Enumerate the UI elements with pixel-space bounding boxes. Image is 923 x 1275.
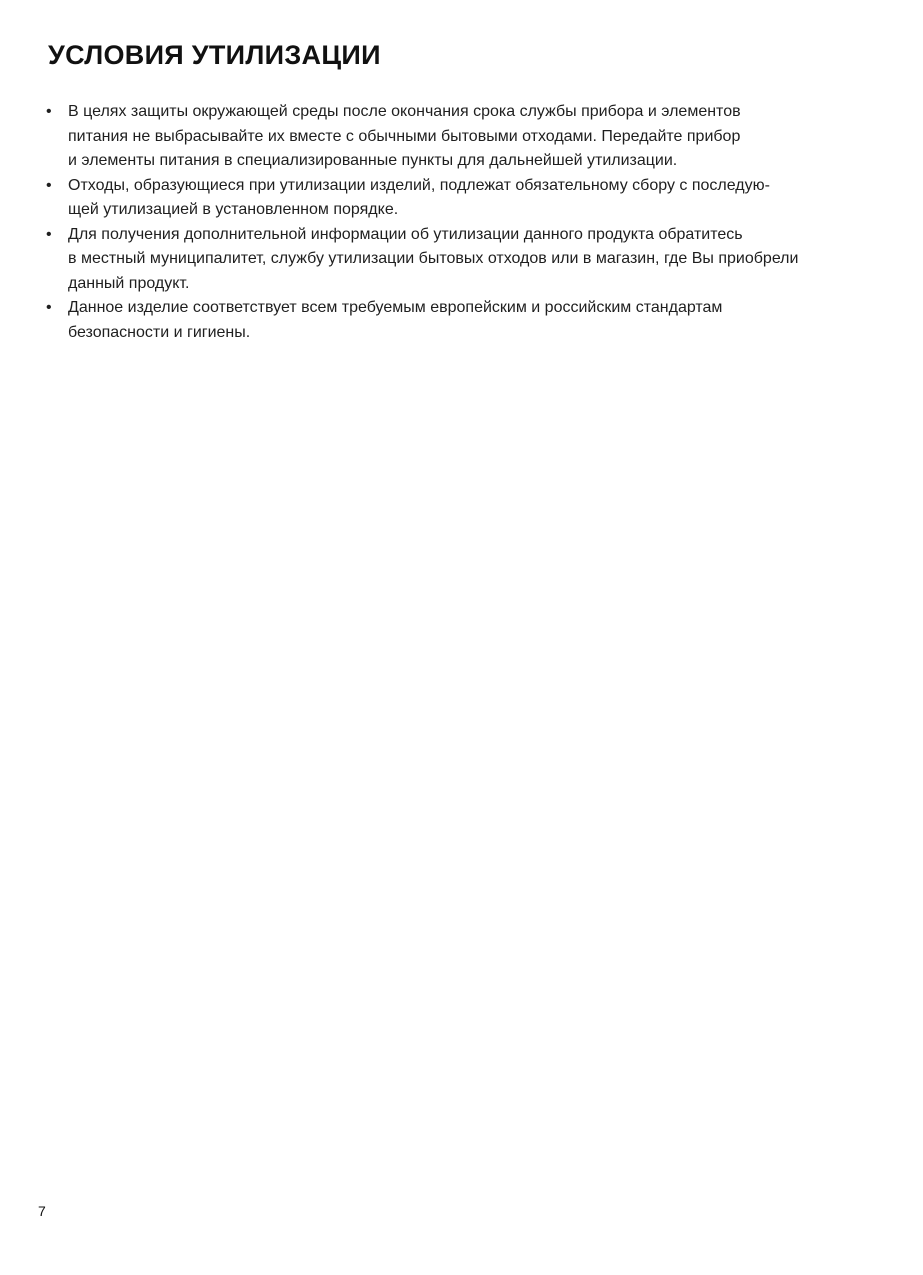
list-item-line: данный продукт.: [68, 274, 190, 292]
list-item-line: Данное изделие соответствует всем требуемым европейским и российским стандартам: [68, 299, 723, 316]
bullet-icon: •: [46, 103, 52, 120]
list-item-line: В целях защиты окружающей среды после окончания срока службы прибора и элементов: [68, 103, 741, 120]
list-item-line: питания не выбрасывайте их вместе с обычными бытовыми отходами. Передайте прибор: [68, 127, 741, 145]
list-item: [46, 223, 891, 297]
list-item-line: в местный муниципалитет, службу утилизации бытовых отходов или в магазин, где Вы приобрели: [68, 250, 799, 267]
bullet-icon: •: [46, 176, 52, 194]
bullet-icon: •: [46, 225, 52, 243]
list-item: [46, 100, 891, 174]
list-item: [46, 174, 891, 223]
list-item-line: безопасности и гигиены.: [68, 323, 251, 341]
list-item-line: Отходы, образующиеся при утилизации изделий, подлежат обязательному сбору с последую-: [68, 176, 770, 194]
list-item: [46, 296, 891, 345]
page-title: УСЛОВИЯ УТИЛИЗАЦИИ: [48, 40, 381, 70]
list-item-line: щей утилизацией в установленном порядке.: [68, 201, 399, 218]
bullet-icon: •: [46, 299, 52, 316]
list-item-line: Для получения дополнительной информации об утилизации данного продукта обратитесь: [68, 225, 743, 243]
page-number: 7: [38, 1203, 46, 1219]
disposal-conditions-list: [46, 100, 891, 345]
list-item-line: и элементы питания в специализированные пункты для дальнейшей утилизации.: [68, 152, 678, 169]
